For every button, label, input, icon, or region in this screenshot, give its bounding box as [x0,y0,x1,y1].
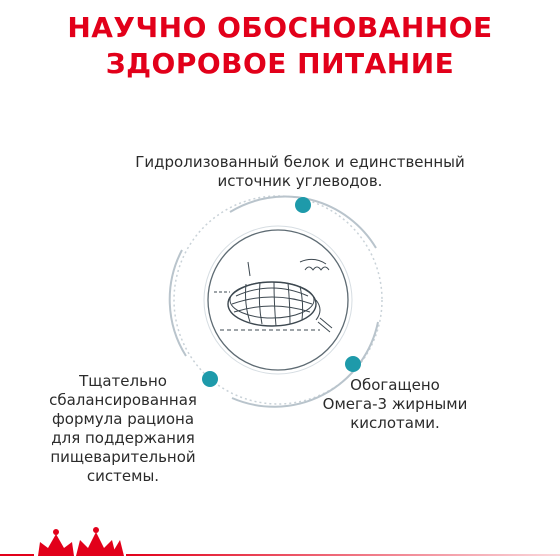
dot-top-icon [295,197,311,213]
benefit-top-line-2: источник углеводов. [217,172,383,190]
brand-footer [0,524,560,560]
headline-line-2: ЗДОРОВОЕ ПИТАНИЕ [105,47,455,80]
benefit-left-line-1: Тщательно [79,372,167,390]
benefit-top-line-1: Гидролизованный белок и единственный [135,153,465,171]
benefit-right-line-2: Омега-3 жирными [322,395,468,413]
dot-left-icon [202,371,218,387]
benefit-left-line-3: формула рациона [51,410,195,428]
benefit-right-line-1: Обогащено [350,376,440,394]
benefit-left-line-6: системы. [86,467,160,485]
headline-line-1: НАУЧНО ОБОСНОВАННОЕ [67,11,493,44]
benefit-left-line-4: для поддержания [51,429,195,447]
benefit-right-line-3: кислотами. [350,414,440,432]
benefit-left-line-5: пищеварительной [50,448,196,466]
arc-left [170,250,186,356]
benefit-left-line-2: сбалансированная [49,391,197,409]
footer-line-left [0,554,34,556]
royal-crown-logo [38,527,124,556]
dot-right-icon [345,356,361,372]
footer-line-right [126,554,560,556]
